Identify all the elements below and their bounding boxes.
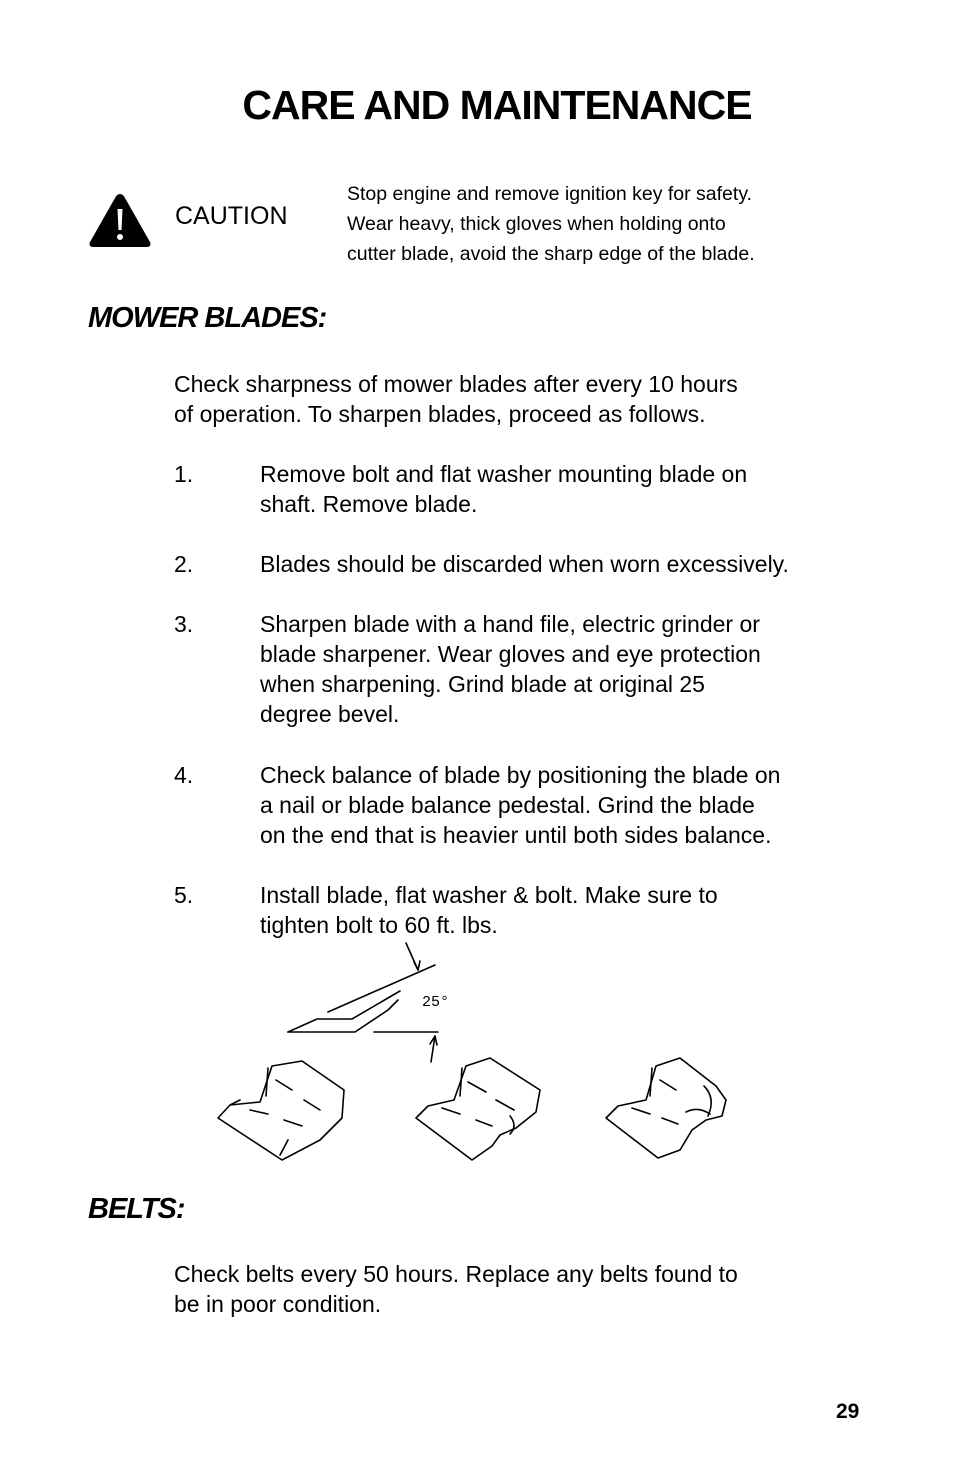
page-title: CARE AND MAINTENANCE — [242, 82, 752, 128]
step-line: blade sharpener. Wear gloves and eye protection — [260, 641, 761, 667]
caution-line: cutter blade, avoid the sharp edge of the blade. — [347, 243, 755, 265]
blade-bevel-profile — [288, 943, 438, 1062]
step-line: Check balance of blade by positioning the blade on — [260, 762, 781, 788]
warning-triangle-icon — [88, 192, 152, 249]
intro-line: Check sharpness of mower blades after every 10 hours — [174, 371, 738, 397]
belts-line: be in poor condition. — [174, 1291, 382, 1317]
belts-heading: BELTS: — [88, 1193, 185, 1225]
step-line: Remove bolt and flat washer mounting blade on — [260, 461, 748, 487]
caution-line: Wear heavy, thick gloves when holding onto — [347, 213, 726, 235]
step-line: Install blade, flat washer & bolt. Make sure to — [260, 882, 718, 908]
belts-text — [174, 1259, 874, 1319]
page-number: 29 — [836, 1400, 860, 1423]
step-line: Sharpen blade with a hand file, electric grinder or — [260, 611, 760, 637]
belts-line: Check belts every 50 hours. Replace any belts found to — [174, 1261, 738, 1287]
caution-label: CAUTION — [175, 202, 288, 230]
caution-message — [347, 179, 847, 269]
step-line: shaft. Remove blade. — [260, 491, 478, 517]
step-line: when sharpening. Grind blade at original 25 — [260, 671, 705, 697]
step-number: 3. — [174, 611, 194, 637]
intro-line: of operation. To sharpen blades, proceed as follows. — [174, 401, 706, 427]
step-number: 5. — [174, 882, 194, 908]
step-line: degree bevel. — [260, 701, 400, 727]
mower-blades-heading: MOWER BLADES: — [88, 302, 327, 334]
blade-badly-worn-icon — [606, 1058, 726, 1158]
step-number: 1. — [174, 461, 194, 487]
step-line: a nail or blade balance pedestal. Grind the blade — [260, 792, 755, 818]
mower-blades-intro — [174, 369, 874, 429]
caution-line: Stop engine and remove ignition key for safety. — [347, 183, 753, 205]
step-number: 4. — [174, 762, 194, 788]
step-line: tighten bolt to 60 ft. lbs. — [260, 912, 498, 938]
blade-worn-icon — [416, 1058, 540, 1160]
bevel-angle-label: 25° — [422, 994, 450, 1011]
blade-good-icon — [218, 1061, 344, 1160]
step-line: on the end that is heavier until both sides balance. — [260, 822, 772, 848]
blade-sharpening-diagram — [210, 940, 740, 1170]
step-line: Blades should be discarded when worn excessively. — [260, 551, 789, 577]
step-number: 2. — [174, 551, 194, 577]
